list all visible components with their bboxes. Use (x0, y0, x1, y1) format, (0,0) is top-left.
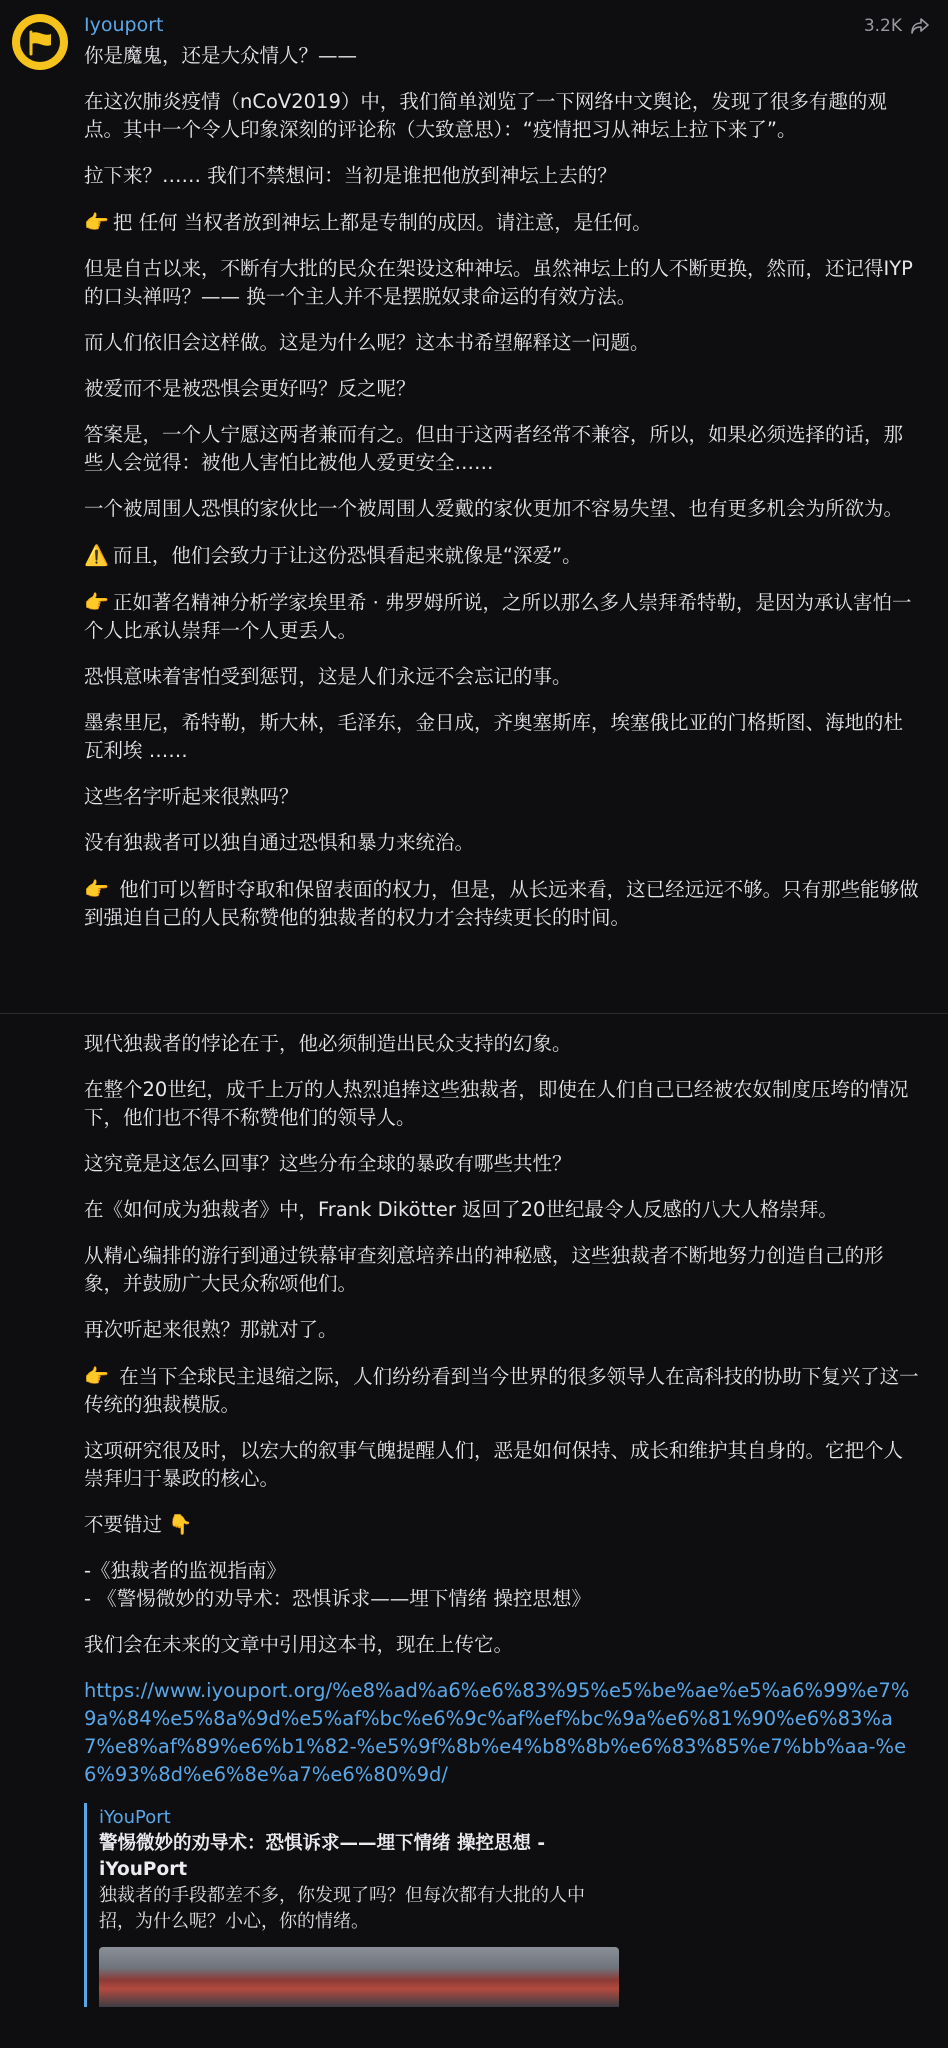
paragraph-text: 现代独裁者的悖论在于，他必须制造出民众支持的幻象。 (84, 1032, 572, 1055)
paragraph (84, 162, 919, 190)
article-link[interactable]: https://www.iyouport.org/%e8%ad%a6%e6%83%95%e5%be%ae%e5%a6%99%e7%9a%84%e5%8a%9d%e5%af%bc%e6%9c%af%ef%bc%9a%e6%81%90%e6%83%a7%e8%af%89%e6%b1%82-%e5%9f%8b%e4%b8%8b%e6%83%85%e7%bb%aa-%e6%93%8d%e6%8e%a7%e6%80%9d/ (84, 1679, 910, 1786)
paragraph (84, 255, 919, 311)
paragraph-text: 这项研究很及时，以宏大的叙事气魄提醒人们，恶是如何保持、成长和维护其自身的。它把个人崇拜归于暴政的核心。 (84, 1439, 904, 1490)
pointing-hand-icon: 👉 (84, 210, 109, 234)
paragraph (84, 1242, 919, 1298)
paragraph (84, 1030, 919, 1058)
preview-title: 警惕微妙的劝导术：恐惧诉求——埋下情绪 操控思想 - iYouPort (99, 1833, 546, 1880)
paragraph-text: 在整个20世纪，成千上万的人热烈追捧这些独裁者，即使在人们自己已经被农奴制度压垮的情况下，他们也不得不称赞他们的领导人。 (84, 1078, 909, 1129)
related-item-2: - 《警惕微妙的劝导术：恐惧诉求——埋下情绪 操控思想》 (84, 1587, 591, 1610)
paragraph (84, 709, 919, 765)
related-item-1: -《独裁者的监视指南》 (84, 1559, 287, 1582)
message-body-2 (84, 1030, 919, 2007)
paragraph (84, 329, 919, 357)
paragraph-text: 而且，他们会致力于让这份恐惧看起来就像是“深爱”。 (112, 544, 582, 567)
message-body-1 (84, 42, 919, 950)
paragraph (84, 1196, 919, 1224)
paragraph-text: 没有独裁者可以独自通过恐惧和暴力来统治。 (84, 831, 475, 854)
channel-avatar[interactable] (12, 14, 68, 70)
paragraph-text: 你是魔鬼，还是大众情人？—— (84, 44, 358, 67)
paragraph-text: 墨索里尼，希特勒，斯大林，毛泽东，金日成，齐奥塞斯库，埃塞俄比亚的门格斯图、海地的杜瓦利埃 …… (84, 711, 904, 762)
paragraph (84, 42, 919, 70)
paragraph (84, 1150, 919, 1178)
pirate-flag-logo (18, 20, 62, 64)
paragraph (84, 1437, 919, 1493)
preview-site-name: iYouPort (99, 1807, 171, 1828)
view-count: 3.2K (863, 16, 902, 36)
paragraph (84, 1316, 919, 1344)
paragraph (84, 541, 919, 570)
paragraph-text: 而人们依旧会这样做。这是为什么呢？这本书希望解释这一问题。 (84, 331, 650, 354)
preview-description: 独裁者的手段都差不多，你发现了吗？但每次都有大批的人中招，为什么呢？小心，你的情绪。 (99, 1885, 585, 1932)
paragraph-text: 他们可以暂时夺取和保留表面的权力，但是，从长远来看，这已经远远不够。只有那些能够做到强迫自己的人民称赞他的独裁者的权力才会持续更长的时间。 (84, 878, 919, 929)
paragraph (84, 1076, 919, 1132)
closing-text: 我们会在未来的文章中引用这本书，现在上传它。 (84, 1633, 514, 1656)
paragraph (84, 588, 919, 645)
pointing-hand-icon: 👉 (84, 1364, 109, 1388)
paragraph (84, 875, 919, 932)
paragraph-text: 从精心编排的游行到通过铁幕审查刻意培养出的神秘感，这些独裁者不断地努力创造自己的形象，并鼓励广大民众称颂他们。 (84, 1244, 884, 1295)
paragraph (84, 1511, 919, 1539)
preview-image (99, 1947, 619, 2007)
paragraph-text: 被爱而不是被恐惧会更好吗？反之呢？ (84, 377, 416, 400)
paragraph-text: 再次听起来很熟？那就对了。 (84, 1318, 338, 1341)
paragraph (84, 495, 919, 523)
paragraph-text: 一个被周围人恐惧的家伙比一个被周围人爱戴的家伙更加不容易失望、也有更多机会为所欲为。 (84, 497, 904, 520)
paragraph (84, 208, 919, 237)
paragraph-text: 在《如何成为独裁者》中，Frank Dikötter 返回了20世纪最令人反感的八大人格崇拜。 (84, 1198, 838, 1221)
paragraph (84, 1362, 919, 1419)
paragraph (84, 421, 919, 477)
message-divider (0, 1013, 948, 1014)
link-preview[interactable] (84, 1803, 619, 2007)
pointing-hand-icon: 👉 (84, 877, 109, 901)
paragraph-text: 不要错过 👇 (84, 1513, 193, 1536)
pointing-hand-icon: 👉 (84, 590, 109, 614)
paragraph (84, 663, 919, 691)
paragraph-text: 拉下来？…… 我们不禁想问：当初是谁把他放到神坛上去的？ (84, 164, 617, 187)
paragraph-text: 这些名字听起来很熟吗？ (84, 785, 299, 808)
related-list (84, 1557, 919, 1613)
channel-name[interactable]: Iyouport (84, 14, 164, 36)
paragraph (84, 829, 919, 857)
warning-icon: ⚠️ (84, 543, 109, 567)
paragraph-text: 把 任何 当权者放到神坛上都是专制的成因。请注意，是任何。 (112, 211, 652, 234)
paragraph (84, 375, 919, 403)
paragraph-text: 答案是，一个人宁愿这两者兼而有之。但由于这两者经常不兼容，所以，如果必须选择的话，那些人会觉得：被他人害怕比被他人爱更安全…… (84, 423, 904, 474)
paragraph-text: 这究竟是这怎么回事？这些分布全球的暴政有哪些共性？ (84, 1152, 572, 1175)
paragraph (84, 783, 919, 811)
post-header (84, 10, 930, 42)
paragraph-text: 但是自古以来，不断有大批的民众在架设这种神坛。虽然神坛上的人不断更换，然而，还记得IYP的口头禅吗？—— 换一个主人并不是摆脱奴隶命运的有效方法。 (84, 257, 913, 308)
paragraph (84, 88, 919, 144)
paragraph-text: 在当下全球民主退缩之际，人们纷纷看到当今世界的很多领导人在高科技的协助下复兴了这一传统的独裁模版。 (84, 1365, 919, 1416)
paragraph-text: 恐惧意味着害怕受到惩罚，这是人们永远不会忘记的事。 (84, 665, 572, 688)
share-arrow-icon[interactable] (910, 16, 930, 36)
paragraph-text: 在这次肺炎疫情（nCoV2019）中，我们简单浏览了一下网络中文舆论，发现了很多有趣的观点。其中一个令人印象深刻的评论称（大致意思）：“疫情把习从神坛上拉下来了”。 (84, 90, 887, 141)
paragraph-text: 正如著名精神分析学家埃里希 · 弗罗姆所说，之所以那么多人崇拜希特勒，是因为承认害怕一个人比承认崇拜一个人更丢人。 (84, 591, 912, 642)
